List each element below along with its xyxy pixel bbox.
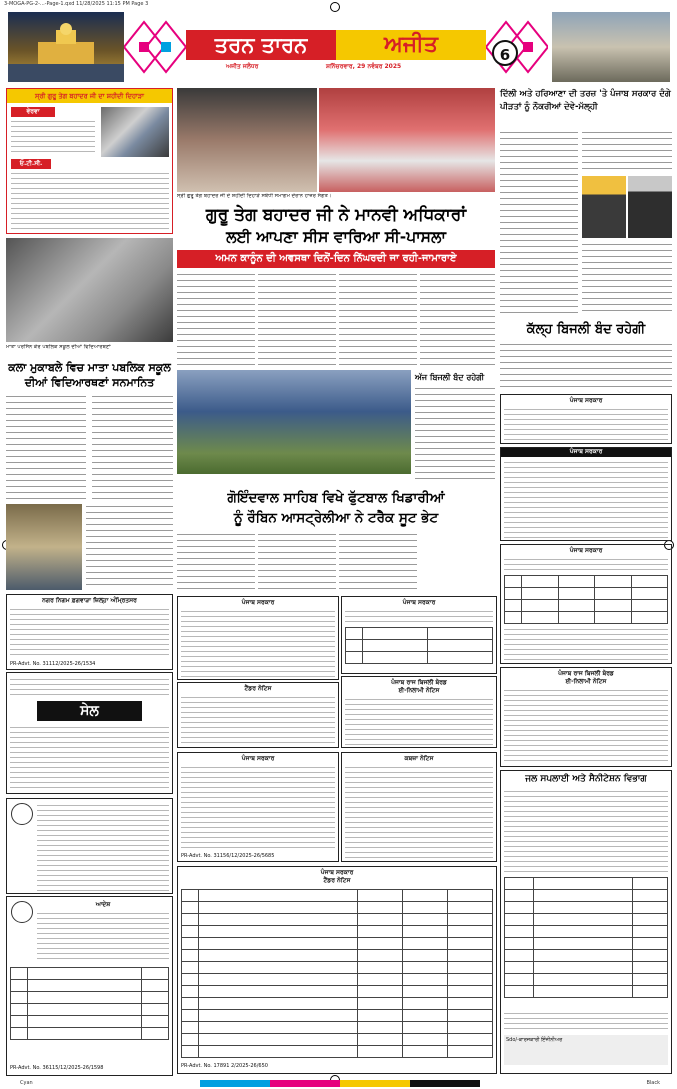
football-col3 [339,532,417,594]
ad-text [345,765,493,859]
ad-text [504,688,668,764]
speaker-photo [177,88,317,192]
ad-punjab-sarkar-3 [177,752,339,862]
ad-title: ਪੰਜਾਬ ਸਰਕਾਰ [569,547,603,554]
ad-tender [177,682,339,748]
ad-box-right-5 [500,770,672,1074]
portrait-photo-2 [628,176,672,238]
football-team-photo [177,370,411,474]
school-story-col2 [92,394,173,502]
footer-left: Cyan [20,1080,33,1086]
ad-footer-band [504,1035,668,1065]
ad-text [181,609,335,677]
edition-label: ਅਜੀਤ ਜਲੰਧਰ [226,63,259,70]
portrait-photo-1 [582,176,626,238]
notice-label-2: ਓ.ਟੀ.ਸੀ. [11,159,51,169]
ad-kabza [341,752,497,862]
football-caption [177,475,411,483]
ad-title: ਜਲ ਸਪਲਾਈ ਅਤੇ ਸੈਨੀਟੇਸ਼ਨ ਵਿਭਾਗ [525,774,647,784]
top-photo-caption: ਸ੍ਰੀ ਗੁਰੂ ਤੇਗ ਬਹਾਦਰ ਜੀ ਦੇ ਸ਼ਹੀਦੀ ਦਿਹਾੜੇ ਸਬੰਧੀ ਸਮਾਗਮ ਦੌਰਾਨ ਹਾਜ਼ਰ ਸੰਗਤ। [177,193,332,199]
football-col1 [177,532,255,594]
ad-text [504,1011,668,1031]
building-photo [552,12,670,82]
football-headline-1: ਗੋਇੰਦਵਾਲ ਸਾਹਿਬ ਵਿਖੇ ਫੁੱਟਬਾਲ ਖਿਡਾਰੀਆਂ [227,490,445,506]
ad-title: ਪੰਜਾਬ ਸਰਕਾਰ [241,599,275,606]
notice-box [6,88,173,234]
ad-text [504,789,668,873]
ad-box-right-3 [500,544,672,664]
ad-text [37,911,169,961]
ad-title: ਪੰਜਾਬ ਸਰਕਾਰ [501,448,671,457]
main-subhead: ਅਮਨ ਕਾਨੂੰਨ ਦੀ ਅਵਸਥਾ ਦਿਨੋਂ-ਦਿਨ ਨਿੱਘਰਦੀ ਜਾ ਰਹੀ-ਜਾਮਾਰਾਏ [177,250,495,268]
sale-banner: ਸੇਲ [37,701,142,721]
registration-mark-icon [330,2,340,12]
ad-title: ਟੈਂਡਰ ਨੋਟਿਸ [244,685,272,692]
ad-eauction [341,676,497,748]
ad-text [345,609,493,623]
ad-left-bottom [6,896,173,1076]
ad-subtitle: ਟੈਂਡਰ ਨੋਟਿਸ [323,877,351,884]
ad-subtitle: ਈ-ਨਿਲਾਮੀ ਨੋਟਿਸ [565,678,607,685]
ad-title: ਪੰਜਾਬ ਰਾਜ ਬਿਜਲੀ ਬੋਰਡ [558,670,614,677]
school-story-col1 [6,394,86,502]
issue-date: ਸ਼ਨਿੱਚਰਵਾਰ, 29 ਨਵੰਬਰ 2025 [326,63,402,70]
print-slug: 3-MOGA-PG-2-...-Page-1.qxd 11/28/2025 11:15 PM Page 3 [4,1,149,7]
ad-box-right-1 [500,394,672,444]
power-cut-small-story [415,386,495,484]
ad-table [504,575,668,624]
school-headline: ਕਲਾ ਮੁਕਾਬਲੇ ਵਿਚ ਮਾਤਾ ਪਬਲਿਕ ਸਕੂਲ ਦੀਆਂ ਵਿਦਿਆਰਥਣਾਂ ਸਨਮਾਨਿਤ [8,361,171,389]
ad-release-no: PR-Advt. No. 31112/2025-26/1534 [10,661,96,667]
emblem-icon [11,803,33,825]
footer-right: Black [646,1080,660,1086]
ad-text [181,765,335,849]
ad-table [10,967,169,1040]
masthead-title-right: ਅਜੀਤ [336,30,486,60]
crowd-photo [319,88,495,192]
ad-text [504,460,668,538]
power-cut-small-headline: ਅੱਜ ਬਿਜਲੀ ਬੰਦ ਰਹੇਗੀ [415,373,485,382]
school-photo-caption: ਮਾਤਾ ਪਰਸਿੰਨ ਕੌਰ ਪਬਲਿਕ ਸਕੂਲ ਦੀਆਂ ਵਿਦਿਆਰਥਣਾਂ [6,344,111,350]
student-photo [6,504,82,590]
main-story-col4 [420,272,495,366]
ad-release-no: PR-Advt. No. 31156/12/2025-26/5685 [181,853,275,859]
ad-punjab-sarkar-2 [341,596,497,674]
ad-table [345,627,493,664]
ad-punjab-sarkar-4 [177,866,497,1074]
main-headline-2: ਲਈ ਆਪਣਾ ਸੀਸ ਵਾਰਿਆ ਸੀ-ਪਾਸਲਾ [226,228,446,246]
ad-table [181,889,493,1058]
ad-text [10,607,169,659]
ad-title: ਪੰਜਾਬ ਸਰਕਾਰ [241,755,275,762]
ad-title: ਕਬਜ਼ਾ ਨੋਟਿਸ [404,755,434,762]
temple-graphic-icon [8,12,124,82]
ad-title: ਪੰਜਾਬ ਸਰਕਾਰ [569,397,603,404]
football-col2 [258,532,336,594]
ad-box-right-2 [500,447,672,541]
ad-text [504,407,668,441]
main-story-col1 [177,272,255,366]
main-story-col2 [258,272,336,366]
ad-footer-line: Sdo/-ਕਾਰਜਕਾਰੀ ਇੰਜੀਨੀਅਰ [506,1037,563,1043]
notice-text-1 [11,119,95,153]
notice-box-title: ਸ੍ਰੀ ਗੁਰੂ ਤੇਗ ਬਹਾਦਰ ਜੀ ਦਾ ਸ਼ਹੀਦੀ ਦਿਹਾੜਾ [7,89,172,103]
ad-nagar-nigam [6,594,173,670]
notice-label-1: ਵੇਰਵਾ [11,107,55,117]
ad-text [181,695,335,745]
right-story-col1 [500,130,578,248]
main-headline-1: ਗੁਰੂ ਤੇਗ ਬਹਾਦਰ ਜੀ ਨੇ ਮਾਨਵੀ ਅਧਿਕਾਰਾਂ [205,205,467,225]
emblem-icon [11,901,33,923]
ad-text [37,803,169,891]
ad-title: ਪੰਜਾਬ ਰਾਜ ਬਿਜਲੀ ਬੋਰਡ [391,679,447,686]
power-cut-headline: ਕੱਲ੍ਹ ਬਿਜਲੀ ਬੰਦ ਰਹੇਗੀ [526,322,646,337]
football-headline-2: ਨੂੰ ਰੌਬਿਨ ਆਸਟ੍ਰੇਲੀਆ ਨੇ ਟਰੈਕ ਸੂਟ ਭੇਟ [233,510,439,526]
ad-release-no: PR-Advt. No. 36115/12/2025-26/1598 [10,1065,104,1071]
ad-text [10,725,169,789]
ad-box-right-4 [500,667,672,767]
masthead-title-left: ਤਰਨ ਤਾਰਨ [186,30,336,60]
ad-punjab-sarkar-1 [177,596,339,680]
pattern-left [124,12,186,82]
ad-left-lower [6,798,173,894]
ad-text [10,677,169,697]
school-photo [6,238,173,342]
ad-title: ਪੰਜਾਬ ਸਰਕਾਰ [320,869,354,876]
ad-text [504,627,668,661]
right-story-col3 [582,242,672,316]
ad-text [345,697,493,745]
ad-title: ਆਦੇਸ਼ [95,901,111,908]
ad-title: ਨਗਰ ਨਿਗਮ ਫ਼ਗਵਾੜਾ ਜ਼ਿਲ੍ਹਾ ਅੰਮ੍ਰਿਤਸਰ [42,597,137,604]
golden-temple-photo [8,12,124,82]
power-cut-story [500,342,672,392]
ad-text [504,557,668,571]
notice-text-2 [11,171,169,231]
right-headline: ਦਿੱਲੀ ਅਤੇ ਹਰਿਆਣਾ ਦੀ ਤਰਜ਼ 'ਤੇ ਪੰਜਾਬ ਸਰਕਾਰ ਦੰਗੇ ਪੀੜਤਾਂ ਨੂੰ ਨੌਕਰੀਆਂ ਦੇਵੇ-ਮੱਲ੍ਹੀ [500,89,671,112]
ad-title: ਪੰਜਾਬ ਸਰਕਾਰ [402,599,436,606]
main-story-col3 [339,272,417,366]
student-photo-caption [86,504,173,590]
ad-sale [6,672,173,794]
right-story-col2 [582,130,672,174]
ad-release-no: PR-Advt. No. 17891 2/2025-26/650 [181,1063,268,1069]
ad-table [504,877,668,998]
ad-subtitle: ਈ-ਨਿਲਾਮੀ ਨੋਟਿਸ [398,687,440,694]
page-number: 6 [492,40,518,66]
right-story-col1b [500,250,578,316]
color-bar [200,1080,480,1087]
notice-photo [101,107,169,157]
